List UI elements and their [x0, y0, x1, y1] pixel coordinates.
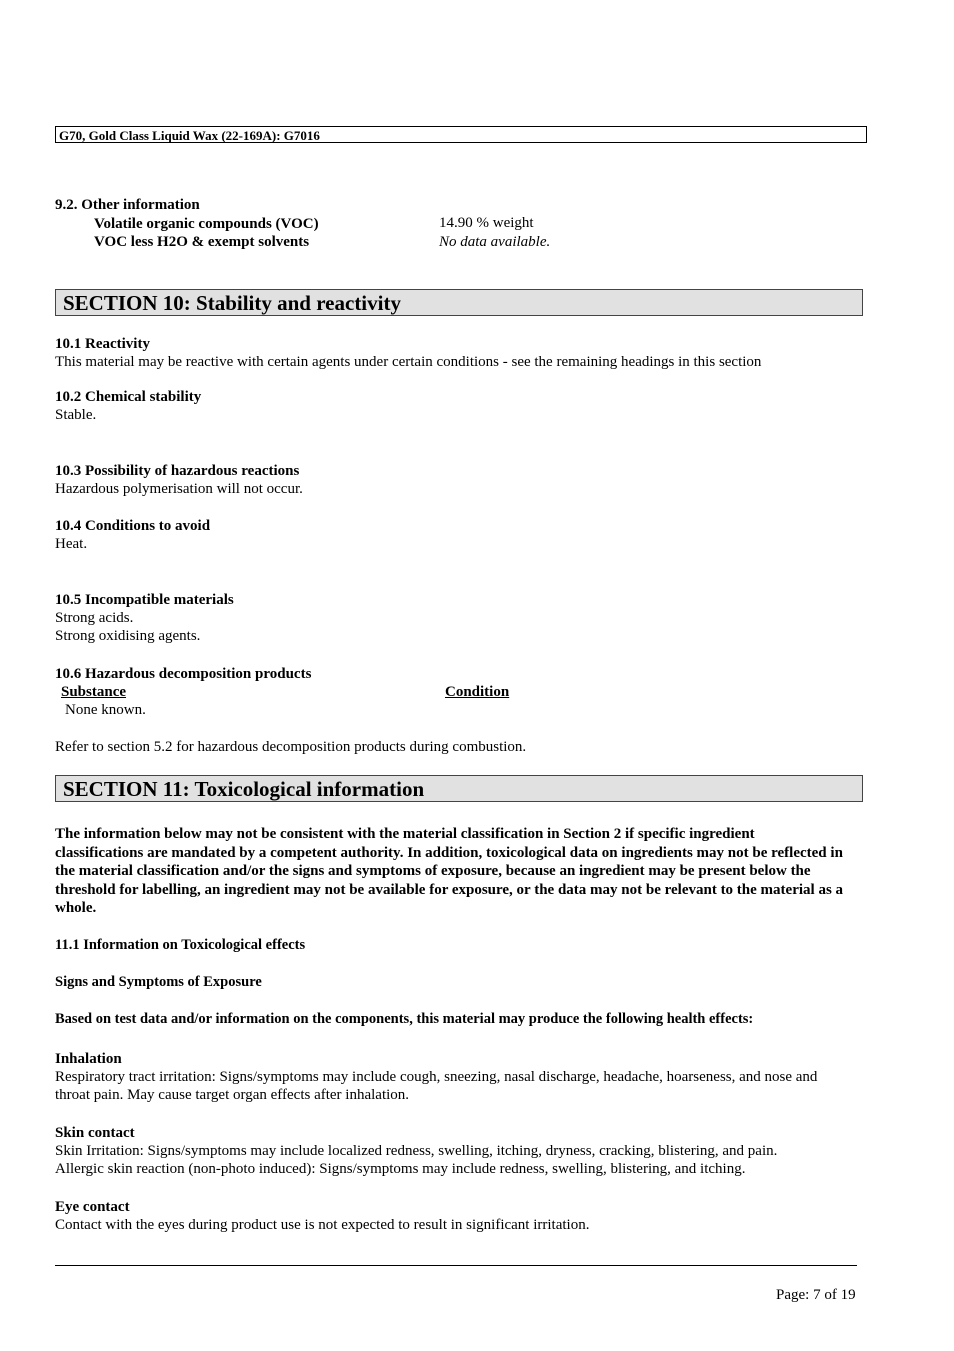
voc-label: Volatile organic compounds (VOC) — [94, 216, 319, 232]
skin-contact-line: Skin Irritation: Signs/symptoms may include localized redness, swelling, itching, dryness, cracking, blistering, and pain. — [55, 1143, 778, 1159]
conditions-text: Heat. — [55, 536, 88, 552]
decomposition-note: Refer to section 5.2 for hazardous decomposition products during combustion. — [55, 739, 527, 755]
hazardous-reactions-heading: 10.3 Possibility of hazardous reactions — [55, 463, 300, 479]
reactivity-text: This material may be reactive with certain agents under certain conditions - see the remaining headings in this section — [55, 354, 762, 370]
section-11-title: SECTION 11: Toxicological information — [55, 775, 863, 802]
other-info-heading: 9.2. Other information — [55, 197, 200, 213]
section-10-title: SECTION 10: Stability and reactivity — [55, 289, 863, 316]
incompatible-heading: 10.5 Incompatible materials — [55, 592, 234, 608]
document-header: G70, Gold Class Liquid Wax (22-169A): G7016 — [55, 126, 867, 143]
conditions-heading: 10.4 Conditions to avoid — [55, 518, 211, 534]
condition-column-header: Condition — [445, 684, 510, 700]
substance-column-header: Substance — [61, 684, 127, 700]
stability-text: Stable. — [55, 407, 97, 423]
skin-contact-line: Allergic skin reaction (non-photo induced): Signs/symptoms may include redness, swelling, blistering, and itching. — [55, 1161, 746, 1177]
signs-symptoms-heading: Signs and Symptoms of Exposure — [55, 974, 262, 990]
eye-contact-text: Contact with the eyes during product use is not expected to result in significant irritation. — [55, 1217, 590, 1233]
hazardous-reactions-text: Hazardous polymerisation will not occur. — [55, 481, 303, 497]
voc-less-label: VOC less H2O & exempt solvents — [94, 234, 310, 250]
reactivity-heading: 10.1 Reactivity — [55, 336, 150, 352]
eye-contact-heading: Eye contact — [55, 1199, 130, 1215]
incompatible-line: Strong acids. — [55, 610, 134, 626]
decomposition-heading: 10.6 Hazardous decomposition products — [55, 666, 312, 682]
footer-divider — [55, 1265, 857, 1266]
health-effects-statement: Based on test data and/or information on the components, this material may produce the following health effects: — [55, 1011, 754, 1027]
tox-effects-heading: 11.1 Information on Toxicological effects — [55, 937, 306, 953]
voc-less-value: No data available. — [439, 234, 551, 250]
voc-value: 14.90 % weight — [439, 215, 534, 231]
skin-contact-heading: Skin contact — [55, 1125, 135, 1141]
toxicology-intro: The information below may not be consistent with the material classification in Section 2 if specific ingredient classifications are mandated by a competent authority. In addition, toxicological data on ingredients may not be reflected in the material classification and/or the signs and symptoms of exposure, because an ingredient may be present below the threshold for labelling, an ingredient may not be available for exposure, or the data may not be relevant to the material as a whole. — [55, 826, 844, 916]
stability-heading: 10.2 Chemical stability — [55, 389, 202, 405]
inhalation-text: Respiratory tract irritation: Signs/symptoms may include cough, sneezing, nasal discharge, headache, hoarseness, and nose and throat pain. May cause target organ effects after inhalation. — [55, 1069, 818, 1103]
incompatible-line: Strong oxidising agents. — [55, 628, 201, 644]
substance-cell: None known. — [65, 702, 146, 718]
inhalation-heading: Inhalation — [55, 1051, 122, 1067]
page-number: Page: 7 of 19 — [776, 1287, 856, 1303]
